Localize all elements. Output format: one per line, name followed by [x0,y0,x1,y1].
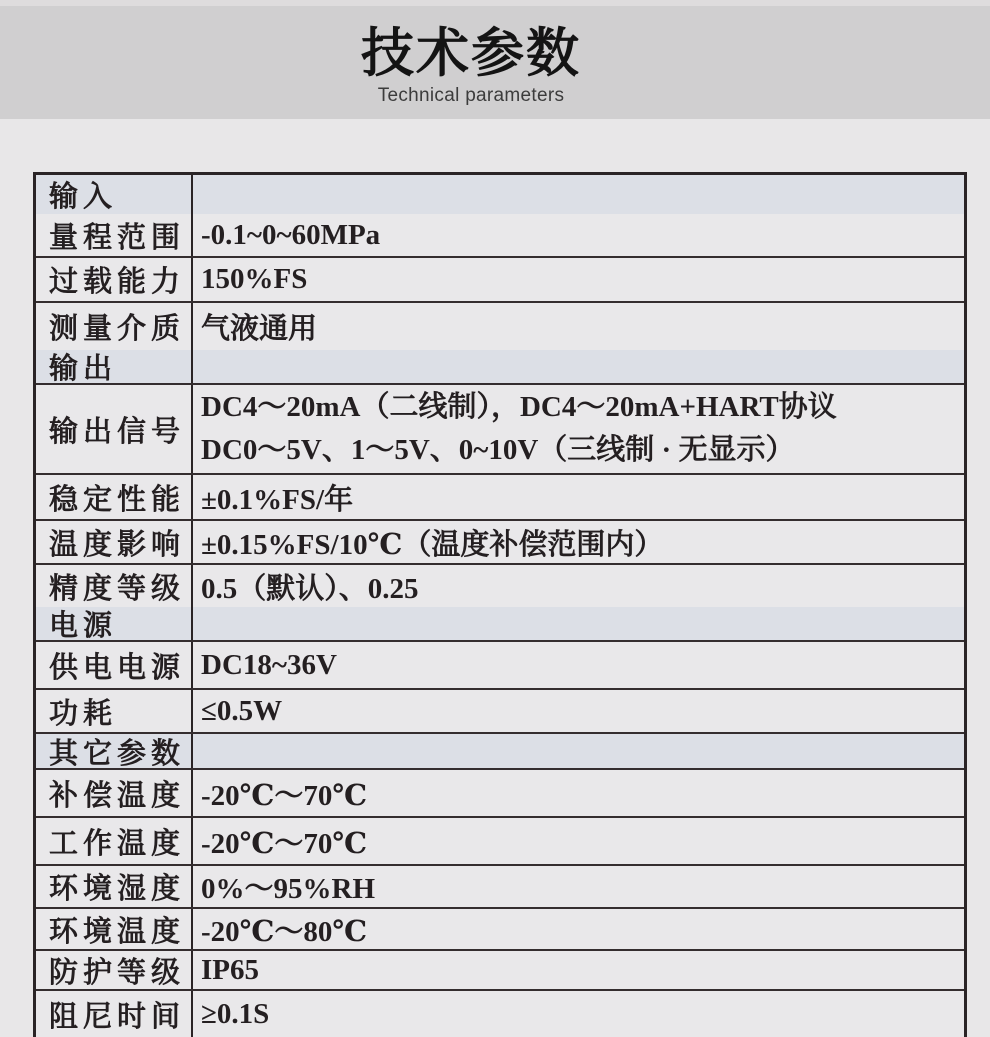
row-value: 气液通用 [201,313,318,345]
row-value: -20℃～70℃ [201,779,368,812]
row-value [193,350,964,383]
row-label: 精度等级 [36,565,193,607]
row-label: 稳定性能 [36,475,193,519]
table-row [36,866,964,909]
table-row [36,521,964,565]
table-row-section-output [36,350,964,385]
table-row-section-input [36,175,964,214]
table-row [36,303,964,350]
header-banner [0,6,990,119]
row-value-line2: DC0～5V、1～5V、0~10V（三线制 · 无显示） [201,434,795,466]
table-row [36,991,964,1037]
row-value: ±0.1%FS/年 [201,483,354,516]
table-row [36,258,964,303]
row-label: 补偿温度 [36,770,193,816]
row-label: 阻尼时间 [36,991,193,1037]
table-row [36,951,964,991]
row-value [193,385,964,473]
table-row-section-power [36,607,964,642]
row-label: 过载能力 [36,258,193,301]
row-label: 量程范围 [36,214,193,256]
row-label: 输入 [36,175,193,214]
row-value: 0.5（默认）、0.25 [201,572,419,605]
table-row [36,690,964,734]
table-row [36,214,964,258]
row-value [193,175,964,214]
row-value-line1: DC4～20mA（二线制），DC4～20mA+HART协议 [201,391,837,423]
row-value: DC18~36V [201,648,337,681]
table-row [36,642,964,690]
table-row [36,385,964,475]
row-value: 150%FS [201,263,308,295]
row-label: 防护等级 [36,951,193,989]
row-label: 输出信号 [36,385,193,473]
header-content [361,6,581,105]
table-row [36,565,964,607]
row-value: ±0.15%FS/10℃（温度补偿范围内） [201,528,664,561]
table-row-section-other [36,734,964,770]
table-row [36,770,964,818]
row-label: 测量介质 [36,303,193,350]
row-value [193,607,964,640]
row-value: ≥0.1S [201,997,270,1030]
row-label: 电源 [36,607,193,640]
row-value: -20℃～80℃ [201,915,368,948]
page-title: 技术参数 [361,24,581,83]
row-value: ≤0.5W [201,694,283,727]
table-row [36,818,964,866]
row-label: 环境温度 [36,909,193,949]
row-value [193,734,964,768]
row-label: 功耗 [36,690,193,732]
row-label: 其它参数 [36,734,193,768]
row-value: -0.1~0~60MPa [201,218,381,251]
row-value: IP65 [201,953,259,986]
spec-table [33,172,967,1037]
table-row [36,475,964,521]
row-label: 输出 [36,350,193,383]
row-label: 温度影响 [36,521,193,563]
row-label: 工作温度 [36,818,193,864]
row-value: 0%～95%RH [201,873,376,905]
row-value: -20℃～70℃ [201,827,368,860]
page-subtitle: Technical parameters [377,85,565,106]
row-label: 环境湿度 [36,866,193,907]
row-label: 供电电源 [36,642,193,688]
table-row [36,909,964,951]
